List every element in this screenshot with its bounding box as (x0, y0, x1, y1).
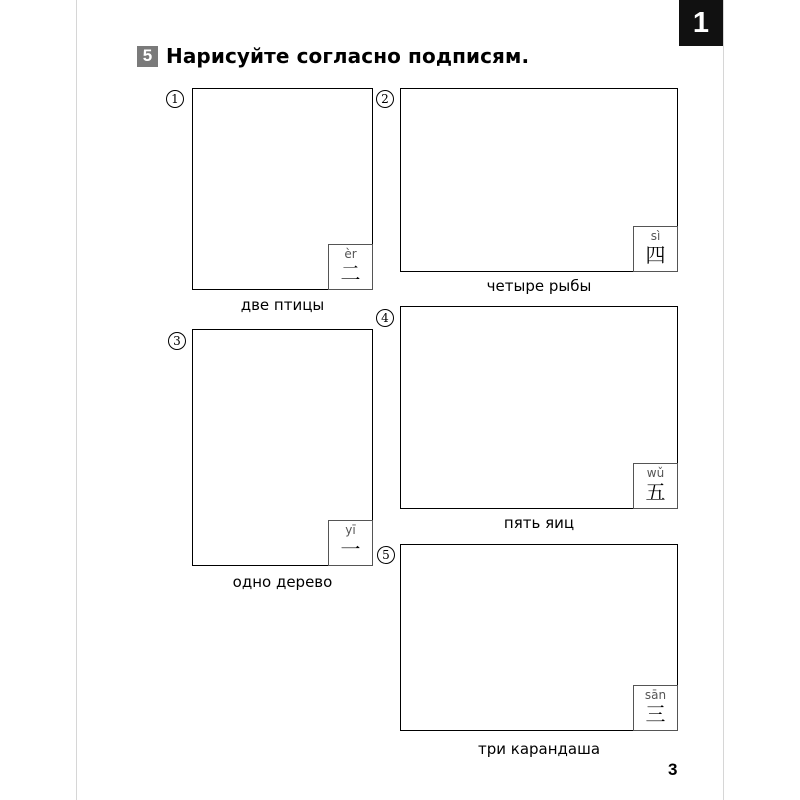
drawing-area-3[interactable] (192, 329, 373, 566)
task-title: Нарисуйте согласно подписям. (166, 44, 530, 68)
hanzi-character: 五 (645, 480, 666, 504)
pinyin-label: sì (650, 229, 661, 243)
item-number-4: 4 (376, 309, 394, 327)
hanzi-character: 一 (340, 537, 361, 561)
hanzi-character: 三 (645, 702, 666, 726)
caption-2: четыре рыбы (486, 277, 592, 295)
drawing-area-1[interactable] (192, 88, 373, 290)
pinyin-label: yī (345, 523, 356, 537)
unit-badge: 1 (679, 0, 723, 46)
item-number-2: 2 (376, 90, 394, 108)
item-number-5: 5 (377, 546, 395, 564)
drawing-area-5[interactable] (400, 544, 678, 731)
hanzi-character: 二 (340, 261, 361, 285)
drawing-area-4[interactable] (400, 306, 678, 509)
pinyin-label: wǔ (646, 466, 665, 480)
item-number-3: 3 (168, 332, 186, 350)
item-number-1: 1 (166, 90, 184, 108)
hanzi-card-2 (633, 226, 678, 272)
hanzi-character: 四 (645, 243, 666, 267)
caption-1: две птицы (240, 296, 325, 314)
hanzi-card-3 (328, 520, 373, 566)
pinyin-label: sān (644, 688, 667, 702)
caption-4: пять яиц (503, 514, 575, 532)
hanzi-card-4 (633, 463, 678, 509)
caption-5: три карандаша (477, 740, 601, 758)
task-number: 5 (137, 46, 158, 67)
drawing-area-2[interactable] (400, 88, 678, 272)
page-number: 3 (668, 760, 678, 779)
pinyin-label: èr (344, 247, 357, 261)
hanzi-card-5 (633, 685, 678, 731)
task-header (137, 44, 529, 68)
caption-3: одно дерево (232, 573, 333, 591)
hanzi-card-1 (328, 244, 373, 290)
